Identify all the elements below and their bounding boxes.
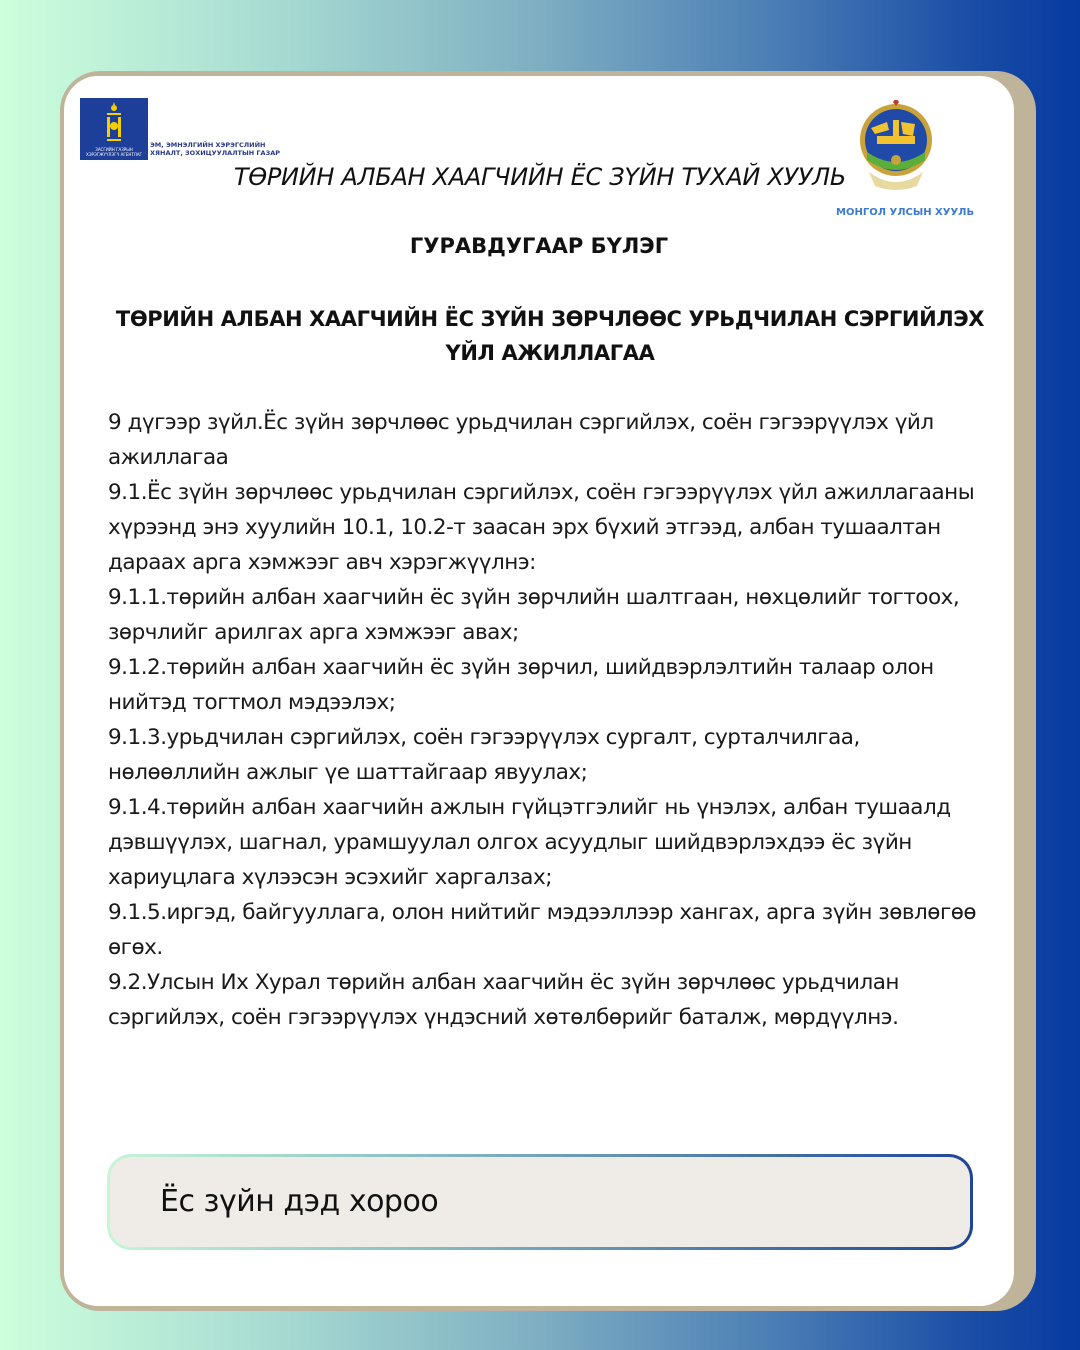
chapter-title: ТӨРИЙН АЛБАН ХААГЧИЙН ЁС ЗҮЙН ЗӨРЧЛӨӨС УРЬДЧИЛАН СЭРГИЙЛЭХ ҮЙЛ АЖИЛЛАГАА bbox=[115, 307, 985, 365]
footer-banner bbox=[107, 1154, 973, 1250]
soyombo-icon bbox=[104, 102, 124, 144]
article-body bbox=[108, 405, 988, 1035]
law-title: ТӨРИЙН АЛБАН ХААГЧИЙН ЁС ЗҮЙН ТУХАЙ ХУУЛЬ bbox=[233, 163, 847, 191]
clause-9-2: 9.2.Улсын Их Хурал төрийн албан хаагчийн ёс зүйн зөрчлөөс урьдчилан сэргийлэх, соён гэгээрүүлэх үндэсний хөтөлбөрийг баталж, мөрдүүлнэ. bbox=[108, 970, 899, 1030]
clause-9-1-4: 9.1.4.төрийн албан хаагчийн ажлын гүйцэтгэлийг нь үнэлэх, албан тушаалд дэвшүүлэх, шагнал, урамшуулал олгох асуудлыг шийдвэрлэхдээ ёс зүйн хариуцлага хүлээсэн эсэхийг харгалзах; bbox=[108, 795, 951, 890]
clause-9-1-2: 9.1.2.төрийн албан хаагчийн ёс зүйн зөрчил, шийдвэрлэлтийн талаар олон нийтэд тогтмол мэдээлэх; bbox=[108, 655, 934, 715]
clause-9-1-5: 9.1.5.иргэд, байгууллага, олон нийтийг мэдээллээр хангах, арга зүйн зөвлөгөө өгөх. bbox=[108, 900, 977, 960]
clause-9-1: 9.1.Ёс зүйн зөрчлөөс урьдчилан сэргийлэх, соён гэгээрүүлэх үйл ажиллагааны хүрээнд энэ хуулийн 10.1, 10.2-т заасан эрх бүхий этгээд, албан тушаалтан дараах арга хэмжээг авч хэрэгжүүлнэ: bbox=[108, 480, 975, 575]
agency-logo-caption: ЗАСГИЙН ГАЗРЫН ХЭРЭГЖҮҮЛЭГЧ АГЕНТЛАГ bbox=[86, 147, 142, 157]
clause-9-1-1: 9.1.1.төрийн албан хаагчийн ёс зүйн зөрчлийн шалтгаан, нөхцөлийг тогтоох, зөрчлийг арилгах арга хэмжээг авах; bbox=[108, 585, 960, 645]
agency-name-line1: ЭМ, ЭМНЭЛГИЙН ХЭРЭГСЛИЙН bbox=[150, 141, 266, 149]
clause-9-1-3: 9.1.3.урьдчилан сэргийлэх, соён гэгээрүүлэх сургалт, сурталчилгаа, нөлөөллийн ажлыг үе шаттайгаар явуулах; bbox=[108, 725, 860, 785]
law-brand: МОНГОЛ УЛСЫН ХУУЛЬ bbox=[836, 207, 975, 218]
chapter-label: ГУРАВДУГААР БҮЛЭГ bbox=[409, 234, 669, 258]
agency-logo bbox=[80, 98, 148, 160]
agency-name bbox=[150, 141, 280, 157]
agency-name-line2: ХЯНАЛТ, ЗОХИЦУУЛАЛТЫН ГАЗАР bbox=[150, 149, 280, 157]
footer-label: Ёс зүйн дэд хороо bbox=[160, 1184, 439, 1219]
article-heading: 9 дүгээр зүйл.Ёс зүйн зөрчлөөс урьдчилан сэргийлэх, соён гэгээрүүлэх үйл ажиллагаа bbox=[108, 410, 934, 470]
footer-banner-fill bbox=[110, 1157, 970, 1247]
